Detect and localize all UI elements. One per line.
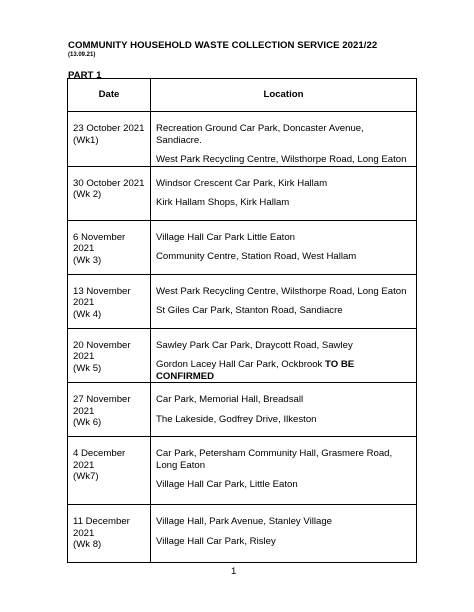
location-entry — [156, 340, 412, 352]
date-column-header: Date — [68, 79, 151, 112]
location-column-header: Location — [151, 79, 417, 112]
date-line: (Wk 8) — [73, 539, 102, 550]
date-line: (Wk 6) — [73, 417, 102, 428]
date-line: 6 November 2021 — [73, 231, 126, 254]
location-entry — [156, 251, 412, 263]
location-entry — [156, 286, 412, 298]
date-line: (Wk 3) — [73, 254, 102, 266]
date-line: 11 December — [73, 516, 130, 527]
date-line: (Wk 2) — [73, 189, 102, 200]
date-cell — [68, 112, 151, 167]
location-entry — [156, 536, 412, 548]
date-line: (Wk7) — [73, 471, 99, 482]
date-line: 23 October 2021 — [73, 123, 145, 134]
location-entry — [156, 479, 412, 491]
location-text: Recreation Ground Car Park, Doncaster Avenue, Sandiacre. — [156, 123, 364, 146]
location-cell — [151, 383, 417, 437]
location-cell — [151, 328, 417, 383]
date-line: 2021 — [73, 405, 95, 417]
location-text: Sawley Park Car Park, Draycott Road, Sawley — [156, 339, 353, 351]
location-text: Village Hall Car Park, Risley — [156, 535, 276, 547]
page-number: 1 — [231, 566, 237, 577]
date-cell — [68, 383, 151, 437]
table-row — [68, 274, 417, 328]
location-entry — [156, 305, 412, 317]
location-text: Kirk Hallam Shops, Kirk Hallam — [156, 197, 290, 208]
location-cell — [151, 505, 417, 563]
location-text: St Giles Car Park, Stanton Road, Sandiacre — [156, 305, 343, 316]
table-header-row — [68, 79, 417, 112]
location-entry — [156, 414, 412, 426]
location-text: Community Centre, Station Road, West Hallam — [156, 251, 357, 262]
date-line: (Wk 4) — [73, 308, 102, 320]
date-cell — [68, 166, 151, 220]
location-text: West Park Recycling Centre, Wilsthorpe Road, Long Eaton — [156, 154, 407, 165]
table-row — [68, 505, 417, 563]
location-cell — [151, 437, 417, 505]
table-row — [68, 328, 417, 383]
date-cell — [68, 328, 151, 383]
revision-date: (13.09.21) — [68, 52, 96, 58]
table-row — [68, 166, 417, 220]
table-row — [68, 383, 417, 437]
location-text: West Park Recycling Centre, Wilsthorpe Road, Long Eaton — [156, 285, 407, 297]
location-entry — [156, 394, 412, 406]
location-entry — [156, 232, 412, 244]
date-cell — [68, 437, 151, 505]
date-line: 30 October 2021 — [73, 177, 145, 189]
location-cell — [151, 274, 417, 328]
collection-schedule-table — [67, 78, 417, 563]
date-line: 2021 — [73, 527, 95, 539]
location-text: Windsor Crescent Car Park, Kirk Hallam — [156, 177, 328, 189]
part-heading: PART 1 — [68, 70, 102, 81]
document-title: COMMUNITY HOUSEHOLD WASTE COLLECTION SERVICE 2021/22 — [68, 40, 378, 51]
date-line: 20 November — [73, 339, 131, 351]
location-cell — [151, 112, 417, 167]
location-entry — [156, 197, 412, 209]
location-text: The Lakeside, Godfrey Drive, Ilkeston — [156, 413, 317, 425]
date-line: 27 November — [73, 394, 131, 405]
date-line: (Wk 5) — [73, 362, 102, 374]
location-text: Car Park, Petersham Community Hall, Grasmere Road, Long Eaton — [156, 448, 393, 471]
location-text: Village Hall Car Park, Little Eaton — [156, 479, 298, 490]
table-row — [68, 220, 417, 274]
date-line: (Wk1) — [73, 134, 99, 146]
location-text: Village Hall, Park Avenue, Stanley Village — [156, 516, 332, 527]
date-line: 13 November — [73, 285, 131, 297]
table-body — [68, 112, 417, 563]
location-entry — [156, 123, 412, 146]
location-cell — [151, 166, 417, 220]
location-text: Gordon Lacey Hall Car Park, Ockbrook — [156, 359, 323, 370]
status-note: TO BE CONFIRMED — [156, 359, 355, 382]
location-entry — [156, 516, 412, 528]
table-row — [68, 437, 417, 505]
location-text: Village Hall Car Park Little Eaton — [156, 231, 296, 243]
date-line: 4 December 2021 — [73, 448, 126, 471]
date-line: 2021 — [73, 297, 95, 308]
table-row — [68, 112, 417, 167]
location-entry — [156, 448, 412, 471]
date-cell — [68, 505, 151, 563]
date-cell — [68, 220, 151, 274]
location-entry — [156, 154, 412, 166]
date-cell — [68, 274, 151, 328]
date-line: 2021 — [73, 351, 95, 362]
location-text: Car Park, Memorial Hall, Breadsall — [156, 394, 304, 405]
location-cell — [151, 220, 417, 274]
location-entry — [156, 359, 412, 382]
location-entry — [156, 178, 412, 190]
